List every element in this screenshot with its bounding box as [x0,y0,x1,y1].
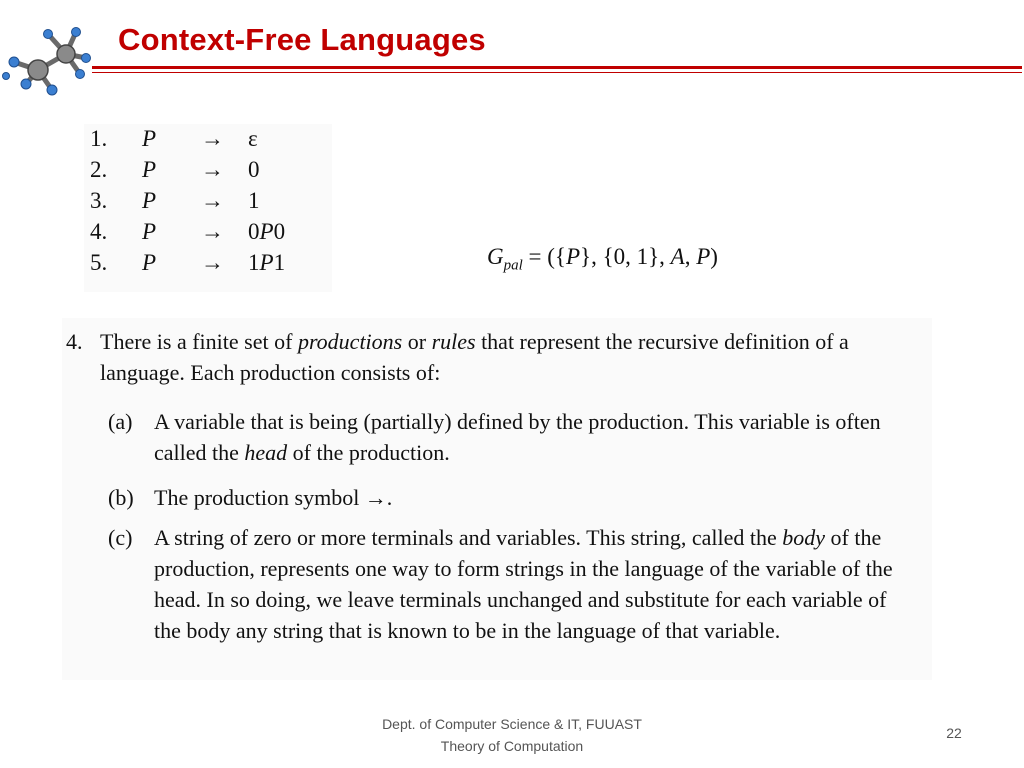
grammar-var: P [696,244,711,269]
grammar-subscript: pal [503,257,523,274]
production-rules-table [84,124,332,292]
body-terminal: 1 [248,250,260,275]
row-body [248,217,285,247]
emphasis-head: head [244,440,288,465]
grammar-text: , [684,244,697,269]
emphasis-rules: rules [431,329,476,354]
item-4-paragraph [66,326,912,388]
text-run: that represent the recursive definition of a language. Each production consists of: [100,329,849,385]
body-variable: P [259,219,274,244]
row-number: 3. [90,188,108,213]
body-terminal: 0 [273,219,286,244]
body-terminal: 1 [273,250,286,275]
row-number: 2. [90,157,108,182]
title-rule-thin [92,72,1022,73]
item-text [108,406,918,468]
grammar-text: = ({ [522,244,566,269]
body-variable: P [259,250,274,275]
footer-course: Theory of Computation [440,738,584,754]
item-text [108,522,918,646]
text-run: A variable that is being (partially) defined by the production. This variable is often called the [154,409,881,465]
slide-footer [332,713,692,757]
row-number: 4. [90,219,108,244]
page-number: 22 [946,725,962,741]
text-run: of the production. [287,440,450,465]
list-marker: (b) [108,485,134,510]
row-head: P [142,157,157,182]
emphasis-productions: productions [297,329,403,354]
row-head: P [142,188,157,213]
emphasis-body: body [782,525,826,550]
row-arrow: → [201,219,224,244]
molecule-icon [0,18,100,104]
list-item-a [108,406,918,468]
list-item-b [108,482,918,513]
row-arrow: → [201,126,224,151]
title-rule [92,66,1022,69]
row-body [248,248,285,278]
body-terminal: 0 [248,219,260,244]
row-body: 0 [248,157,260,182]
paragraph-text [66,326,912,388]
row-head: P [142,250,157,275]
row-arrow: → [201,157,224,182]
list-marker: (a) [108,409,133,434]
grammar-definition [487,244,718,275]
list-marker: 4. [66,329,83,354]
grammar-text: }, {0, 1}, [580,244,671,269]
row-number: 5. [90,250,108,275]
row-head: P [142,126,157,151]
row-body: 1 [248,188,260,213]
text-run: of the production, represents one way to form strings in the language of the variable of the head. In so doing, we leave terminals unchanged and substitute for each variable of the body any string that is known to be in the language of that variable. [154,525,893,643]
list-item-c [108,522,918,646]
grammar-name: G [487,244,504,269]
list-marker: (c) [108,525,133,550]
row-arrow: → [201,188,224,213]
row-arrow: → [201,250,224,275]
grammar-text: ) [710,244,718,269]
item-text: The production symbol →. [154,485,393,510]
row-number: 1. [90,126,108,151]
slide-title: Context-Free Languages [118,22,486,57]
text-run: A string of zero or more terminals and variables. This string, called the [154,525,783,550]
footer-department: Dept. of Computer Science & IT, FUUAST [382,716,642,732]
definition-text-block [62,318,932,680]
text-run: or [402,329,432,354]
grammar-var: A [670,244,685,269]
text-run: There is a finite set of [100,329,298,354]
row-head: P [142,219,157,244]
grammar-var: P [565,244,581,269]
row-body: ε [248,126,258,151]
